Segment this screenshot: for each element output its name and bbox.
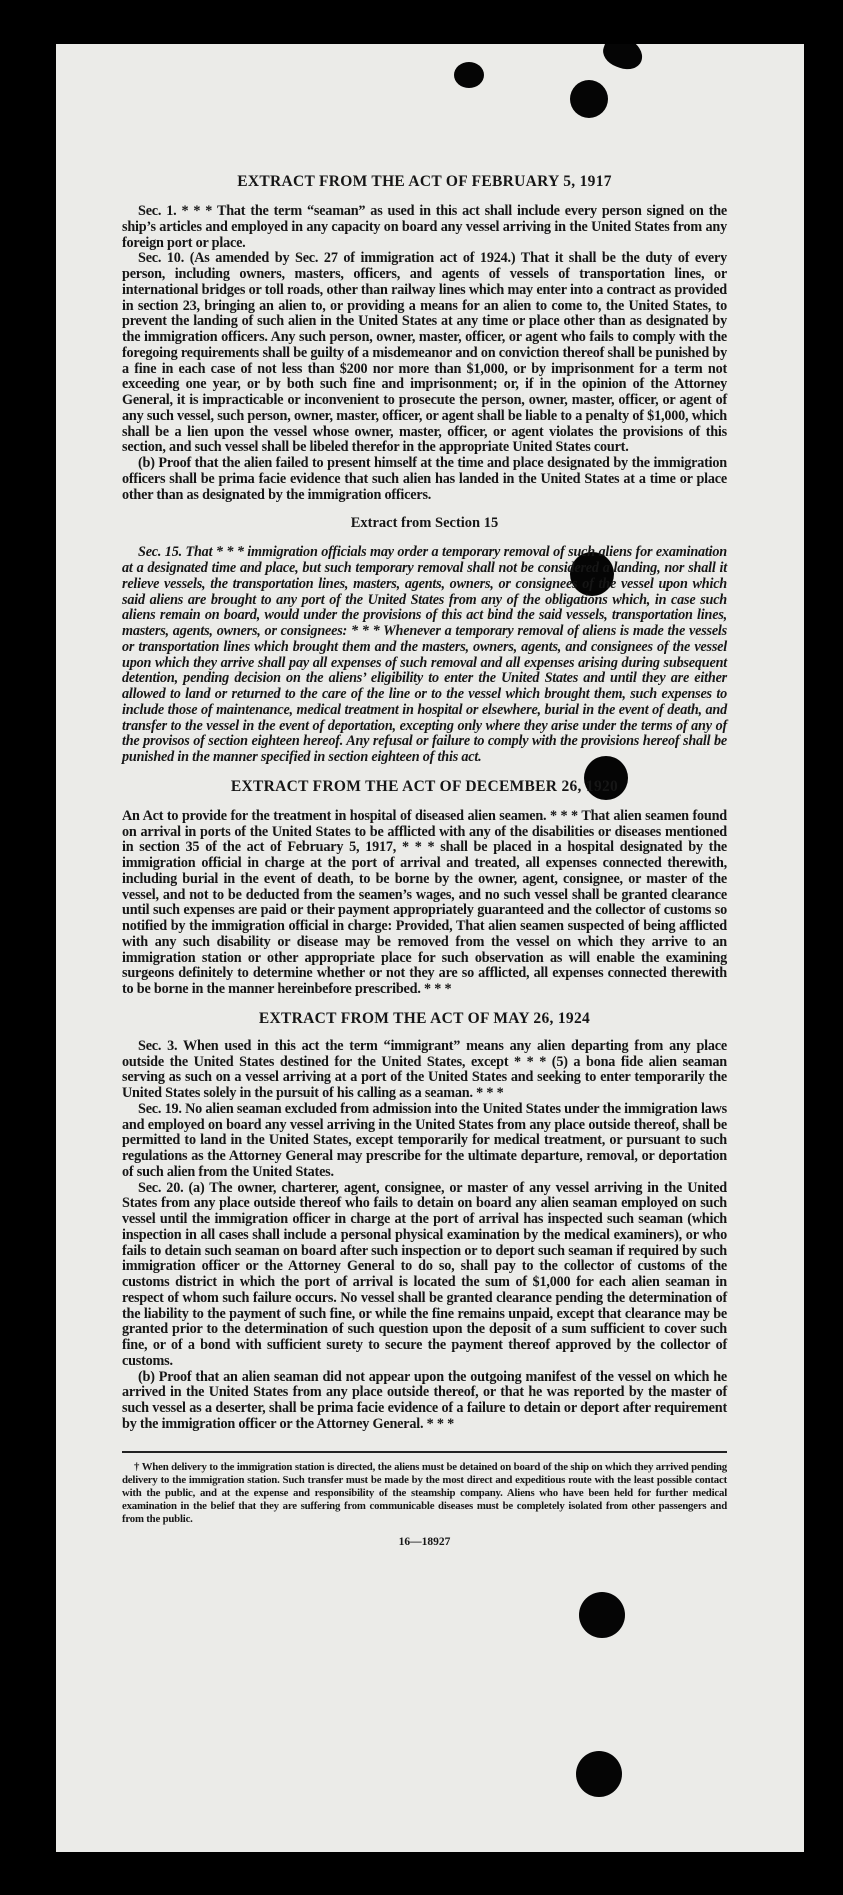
act-1920-paragraph: An Act to provide for the treatment in hospital of diseased alien seamen. * * * That alien seamen found on arrival in ports of the United States to be afflicted with any of the disabilities or diseases mentioned in section 35 of the act of February 5, 1917, * * * shall be placed in a hospital designated by the immigration official in charge at the port of arrival and treated, all expenses connected therewith, including burial in the event of death, to be borne by the owner, agent, consignee, or master of the vessel, and not to be deducted from the seamen’s wages, and no such vessel shall be granted clearance until such expenses are paid or their payment appropriately guaranteed and the collector of customs so notified by the immigration official in charge: Provided, That alien seamen suspected of being afflicted with any such disability or disease may be removed from the vessel on which they arrive to an immigration station or other appropriate place for such observation as will enable the examining surgeons definitely to determine whether or not they are so afflicted, all expenses connected therewith to be borne in the manner hereinbefore prescribed. * * * — [122, 807, 727, 997]
section-15-paragraph: Sec. 15. That * * * immigration officials may order a temporary removal of such aliens for examination at a designated time and place, but such temporary removal shall not be considered a landing, nor shall it relieve vessels, the transportation lines, masters, agents, owners, or consignees of the vessel upon which said aliens are brought to any port of the United States from any of the obligations which, in case such aliens remain on board, would under the provisions of this act bind the said vessels, transportation lines, masters, agents, owners, or consignees: * * * Whenever a temporary removal of aliens is made the vessels or transportation lines which brought them and the masters, owners, agents, and consignees of the vessel upon which they arrive shall pay all expenses of such removal and all expenses arising during subsequent detention, pending decision on the aliens’ eligibility to enter the United States and until they are either allowed to land or returned to the care of the line or to the vessel which brought them, such expenses to include those of maintenance, medical treatment in hospital or elsewhere, burial in the event of death, and transfer to the vessel in the event of deportation, excepting only where they arise under the terms of any of the provisos of section eighteen hereof. Any refusal or failure to comply with the provisions hereof shall be punished in the manner specified in section eighteen of this act. — [122, 544, 727, 765]
section-1-paragraph: Sec. 1. * * * That the term “seaman” as used in this act shall include every person signed on the ship’s articles and employed in any capacity on board any vessel arriving in the United States from any foreign port or place. — [122, 203, 727, 251]
punch-hole — [576, 1751, 622, 1797]
document-text — [122, 172, 727, 1548]
scan-mark — [599, 44, 647, 74]
heading-act-1924: EXTRACT FROM THE ACT OF MAY 26, 1924 — [258, 1009, 591, 1027]
heading-act-1920: EXTRACT FROM THE ACT OF DECEMBER 26, 1920 — [230, 777, 619, 795]
form-number: 16—18927 — [398, 1535, 451, 1548]
punch-hole — [579, 1592, 625, 1638]
section-19-paragraph: Sec. 19. No alien seaman excluded from admission into the United States under the immigration laws and employed on board any vessel arriving in the United States from any place outside thereof, shall be permitted to land in the United States, except temporarily for medical treatment, or pursuant to such regulations as the Attorney General may prescribe for the ultimate departure, removal, or deportation of such alien from the United States. — [122, 1100, 727, 1180]
section-20b-paragraph: (b) Proof that an alien seaman did not appear upon the outgoing manifest of the vessel on which he arrived in the United States from any place outside thereof, or that he was reported by the master of such vessel as a deserter, shall be prima facie evidence of a failure to detain or deport after requirement by the immigration officer or the Attorney General. * * * — [122, 1368, 727, 1432]
document-page — [56, 44, 804, 1852]
section-20a-paragraph: Sec. 20. (a) The owner, charterer, agent, consignee, or master of any vessel arriving in the United States from any place outside thereof who fails to detain on board any alien seaman employed on such vessel until the immigration officer in charge at the port of arrival has inspected such seaman (which inspection in all cases shall include a personal physical examination by the medical examiners), or who fails to detain such seaman on board after such inspection or to deport such seaman if required by such immigration officer or the Attorney General to do so, shall pay to the collector of customs of the customs district in which the port of arrival is located the sum of $1,000 for each alien seaman in respect of whom such failure occurs. No vessel shall be granted clearance pending the determination of the liability to the payment of such fine, or while the fine remains unpaid, except that clearance may be granted prior to the determination of such question upon the deposit of a sum sufficient to cover such fine, or of a bond with sufficient surety to secure the payment thereof approved by the collector of customs. — [122, 1179, 727, 1369]
section-3-paragraph: Sec. 3. When used in this act the term “immigrant” means any alien departing from any place outside the United States destined for the United States, except * * * (5) a bona fide alien seaman serving as such on a vessel arriving at a port of the United States and seeking to enter temporarily the United States solely in the pursuit of his calling as a seaman. * * * — [122, 1037, 727, 1101]
heading-section-15: Extract from Section 15 — [350, 515, 499, 532]
section-10b-paragraph: (b) Proof that the alien failed to present himself at the time and place designated by the immigration officers shall be prima facie evidence that such alien has landed in the United States at a time or place other than as designated by the immigration officers. — [122, 455, 727, 503]
punch-hole — [454, 62, 484, 88]
heading-act-1917: EXTRACT FROM THE ACT OF FEBRUARY 5, 1917 — [237, 173, 612, 190]
footnote-divider — [122, 1451, 727, 1453]
footnote: † When delivery to the immigration station is directed, the aliens must be detained on board of the ship on which they arrived pending delivery to the immigration station. Such transfer must be made by the most direct and expeditious route with the least possible contact with the public, and at the expense and responsibility of the steamship company. Aliens who have been held for further medical examination in the belief that they are suffering from communicable diseases must be completely isolated from other passengers and from the public. — [122, 1460, 727, 1525]
section-10-paragraph: Sec. 10. (As amended by Sec. 27 of immigration act of 1924.) That it shall be the duty of every person, including owners, masters, officers, and agents of vessels of transportation lines, or international bridges or toll roads, other than railway lines which may enter into a contract as provided in section 23, bringing an alien to, or providing a means for an alien to come to, the United States, to prevent the landing of such alien in the United States at any time or place other than as designated by the immigration officers. Any such person, owner, master, officer, or agent who fails to comply with the foregoing requirements shall be guilty of a misdemeanor and on conviction thereof shall be punished by a fine in each case of not less than $200 nor more than $1,000, or by imprisonment for a term not exceeding one year, or by both such fine and imprisonment; or, if in the opinion of the Attorney General, it is impracticable or inconvenient to prosecute the person, owner, master, officer, or agent of any such vessel, such person, owner, master, officer, or agent shall be liable to a penalty of $1,000, which shall be a lien upon the vessel whose owner, master, officer, or agent violates the provisions of this section, and such vessel shall be libeled therefor in the appropriate United States court. — [122, 250, 727, 456]
punch-hole — [570, 80, 608, 118]
